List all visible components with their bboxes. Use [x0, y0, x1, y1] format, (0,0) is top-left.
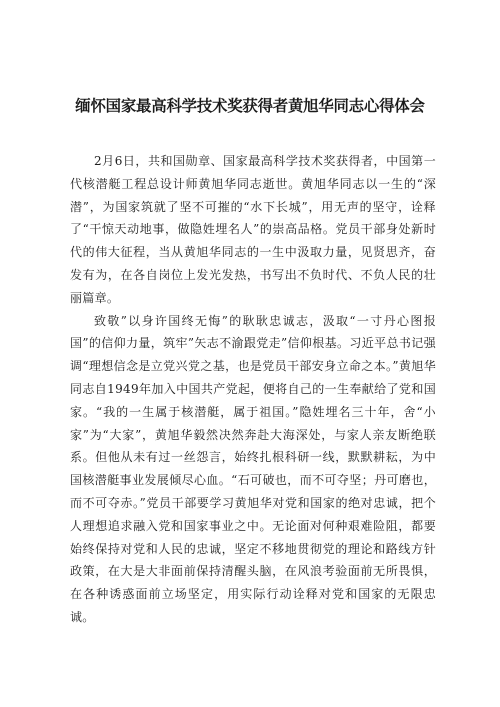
document-title: 缅怀国家最高科学技术奖获得者黄旭华同志心得体会 — [75, 97, 425, 115]
paragraph-1: 2月6日，共和国勋章、国家最高科学技术奖获得者，中国第一代核潜艇工程总设计师黄旭华同志逝世。黄旭华同志以一生的“深潜”，为国家筑就了坚不可摧的“水下长城”，用无声的坚守，诠释了“干惊天动地事，做隐姓埋名人”的崇高品格。党员干部身处新时代的伟大征程，当从黄旭华同志的一生中汲取力量，见贤思齐，奋发有为，在各自岗位上发光发热，书写出不负时代、不负人民的壮丽篇章。 — [70, 154, 436, 305]
paragraph-2: 致敬”以身许国终无悔”的耿耿忠诚志，汲取“一寸丹心图报国”的信仰力量，筑牢”矢志不渝跟党走”信仰根基。习近平总书记强调“理想信念是立党兴党之基，也是党员干部安身立命之本。”黄旭华同志自1949年加入中国共产党起，便将自己的一生奉献给了党和国家。“我的一生属于核潜艇，属于祖国。”隐姓埋名三十年，舍“小家”为“大家”，黄旭华毅然决然奔赴大海深处，与家人亲友断绝联系。但他从未有过一丝怨言，始终扎根科研一线，默默耕耘，为中国核潜艇事业发展倾尽心血。“石可破也，而不可夺坚；丹可磨也，而不可夺赤。”党员干部要学习黄旭华对党和国家的绝对忠诚，把个人理想追求融入党和国家事业之中。无论面对何种艰难险阻，都要始终保持对党和人民的忠诚，坚定不移地贯彻党的理论和路线方针政策，在大是大非面前保持清醒头脑，在风浪考验面前无所畏惧，在各种诱惑面前立场坚定，用实际行动诠释对党和国家的无限忠诚。 — [70, 313, 436, 624]
document-body — [70, 150, 436, 629]
